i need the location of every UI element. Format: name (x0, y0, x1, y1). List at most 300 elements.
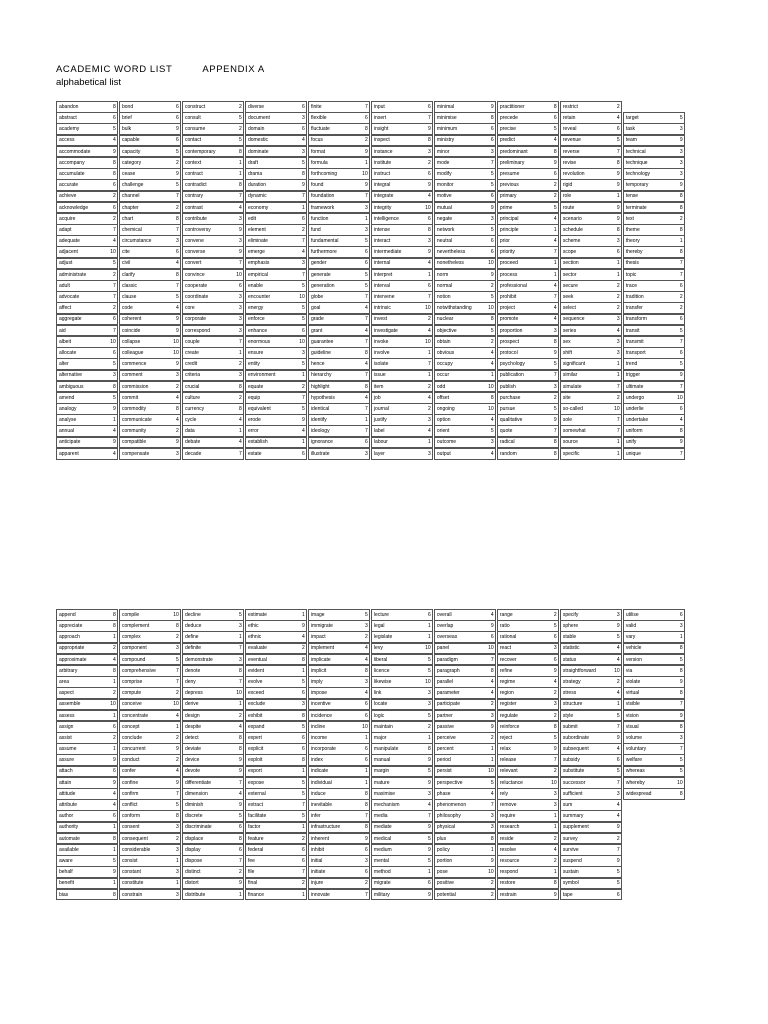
sublist-number: 2 (238, 126, 242, 133)
word-text: overlap (436, 623, 454, 630)
word-text: exploit (247, 757, 263, 764)
word-entry (497, 157, 559, 169)
sublist-number: 3 (427, 690, 431, 697)
word-entry (560, 878, 622, 890)
sublist-number: 8 (238, 835, 242, 842)
sublist-number: 4 (176, 417, 179, 424)
word-text: subsidy (562, 757, 580, 764)
sublist-number: 9 (427, 182, 431, 189)
word-text: predict (499, 137, 515, 144)
word-text: reveal (562, 126, 577, 133)
word-text: predominant (499, 148, 528, 155)
sublist-number: 3 (364, 678, 368, 685)
word-entry (245, 224, 307, 236)
word-entry (623, 235, 685, 247)
sublist-number: 4 (616, 656, 620, 663)
sublist-number: 7 (238, 857, 242, 864)
sublist-number: 4 (427, 327, 431, 334)
word-text: communicate (121, 417, 152, 424)
word-entry (245, 721, 307, 733)
word-entry (497, 866, 559, 878)
word-text: design (184, 712, 200, 719)
word-text: react (499, 645, 512, 652)
sublist-number: 9 (616, 204, 620, 211)
word-text: interval (373, 282, 391, 289)
sublist-number: 1 (364, 768, 368, 775)
word-entry (371, 676, 433, 688)
word-text: function (310, 215, 329, 222)
word-entry (119, 822, 181, 834)
word-entry (308, 687, 370, 699)
sublist-number: 6 (301, 857, 305, 864)
word-entry (371, 358, 433, 370)
word-text: ensure (247, 349, 264, 356)
word-entry (623, 291, 685, 303)
word-text: violate (625, 678, 641, 685)
word-text: sole (562, 417, 573, 424)
word-entry (119, 168, 181, 180)
word-text: mode (436, 159, 450, 166)
word-entry (560, 347, 622, 359)
sublist-number: 5 (679, 361, 683, 368)
word-entry (434, 235, 496, 247)
word-text: submit (562, 723, 578, 730)
word-entry (560, 370, 622, 382)
sublist-number: 6 (427, 170, 431, 177)
word-entry (371, 844, 433, 856)
word-text: refine (499, 667, 513, 674)
sublist-number: 7 (616, 428, 620, 435)
page-header (56, 63, 265, 89)
word-text: scenario (562, 215, 582, 222)
word-text: debate (184, 439, 201, 446)
sublist-number: 8 (301, 656, 305, 663)
sublist-number: 4 (238, 790, 242, 797)
word-entry (497, 347, 559, 359)
word-entry (245, 135, 307, 147)
sublist-number: 1 (490, 372, 494, 379)
word-text: analogy (59, 405, 77, 412)
word-text: comment (121, 372, 143, 379)
word-text: instruct (373, 170, 391, 177)
word-entry (497, 112, 559, 124)
sublist-number: 3 (238, 305, 242, 312)
sublist-number: 2 (490, 338, 494, 345)
word-text: deviate (184, 746, 202, 753)
word-text: estimate (247, 611, 267, 618)
sublist-number: 6 (679, 316, 683, 323)
word-text: resource (499, 857, 520, 864)
word-entry (560, 302, 622, 314)
word-entry (119, 437, 181, 449)
word-entry (623, 609, 685, 621)
word-entry (560, 258, 622, 270)
sublist-number: 2 (427, 159, 431, 166)
word-entry (434, 665, 496, 677)
word-entry (434, 810, 496, 822)
sublist-number: 7 (176, 193, 179, 200)
sublist-number: 6 (553, 170, 557, 177)
word-entry (623, 631, 685, 643)
sublist-number: 7 (427, 813, 431, 820)
sublist-number: 4 (553, 678, 557, 685)
word-text: convene (184, 238, 204, 245)
word-text: brief (121, 115, 132, 122)
word-text: occur (436, 372, 450, 379)
sublist-number: 4 (238, 439, 242, 446)
word-entry (434, 799, 496, 811)
sublist-number: 8 (113, 667, 116, 674)
sublist-number: 8 (364, 349, 368, 356)
word-text: globe (310, 294, 324, 301)
word-entry (56, 392, 118, 404)
word-text: framework (310, 204, 335, 211)
sublist-number: 10 (299, 338, 305, 345)
word-text: arbitrary (59, 667, 78, 674)
sublist-number: 6 (427, 880, 431, 887)
word-entry (245, 213, 307, 225)
word-entry (56, 665, 118, 677)
word-entry (119, 370, 181, 382)
word-entry (497, 665, 559, 677)
word-text: explicit (247, 746, 264, 753)
word-entry (308, 258, 370, 270)
word-entry (497, 810, 559, 822)
word-entry (560, 620, 622, 632)
word-text: hence (310, 361, 325, 368)
word-text: conclude (121, 734, 142, 741)
word-entry (56, 302, 118, 314)
word-entry (119, 213, 181, 225)
word-text: inherent (310, 835, 330, 842)
word-text: consent (121, 824, 140, 831)
sublist-number: 8 (553, 439, 557, 446)
word-entry (56, 699, 118, 711)
word-entry (560, 721, 622, 733)
sublist-number: 9 (427, 757, 431, 764)
word-entry (560, 291, 622, 303)
word-entry (560, 687, 622, 699)
word-text: compensate (121, 450, 150, 457)
word-entry (623, 336, 685, 348)
sublist-number: 4 (490, 450, 494, 457)
word-text: ignorance (310, 439, 333, 446)
word-entry (623, 269, 685, 281)
sublist-number: 7 (364, 193, 368, 200)
sublist-number: 2 (176, 690, 179, 697)
sublist-number: 3 (490, 824, 494, 831)
word-text: guideline (310, 349, 331, 356)
word-text: principal (499, 215, 519, 222)
sublist-number: 7 (113, 282, 116, 289)
sublist-number: 1 (364, 417, 368, 424)
word-text: acknowledge (59, 204, 89, 211)
word-entry (497, 168, 559, 180)
word-entry (560, 202, 622, 214)
word-entry (119, 609, 181, 621)
word-entry (56, 101, 118, 113)
word-text: differentiate (184, 779, 212, 786)
word-entry (182, 665, 244, 677)
word-entry (245, 302, 307, 314)
word-text: chart (121, 215, 134, 222)
word-entry (308, 101, 370, 113)
word-text: fundamental (310, 238, 339, 245)
word-entry (182, 370, 244, 382)
sublist-number: 5 (427, 835, 431, 842)
word-entry (371, 855, 433, 867)
word-entry (560, 889, 622, 901)
sublist-number: 7 (364, 372, 368, 379)
word-entry (434, 336, 496, 348)
sublist-number: 1 (364, 779, 368, 786)
word-text: occupy (436, 361, 453, 368)
sublist-number: 1 (113, 417, 116, 424)
word-text: compatible (121, 439, 147, 446)
word-text: discrete (184, 813, 203, 820)
word-text: voluntary (625, 746, 647, 753)
word-text: logic (373, 712, 385, 719)
word-entry (371, 866, 433, 878)
sublist-number: 3 (301, 115, 305, 122)
word-text: construct (184, 103, 206, 110)
sublist-number: 1 (427, 869, 431, 876)
sublist-number: 7 (301, 394, 305, 401)
word-text: establish (247, 439, 268, 446)
sublist-number: 5 (238, 137, 242, 144)
word-entry (371, 392, 433, 404)
word-text: issue (373, 372, 386, 379)
word-text: capacity (121, 148, 141, 155)
word-text: fund (310, 226, 321, 233)
word-text: motive (436, 193, 452, 200)
word-entry (56, 202, 118, 214)
word-entry (182, 235, 244, 247)
word-text: demonstrate (184, 656, 213, 663)
sublist-number: 1 (553, 271, 557, 278)
sublist-number: 6 (490, 193, 494, 200)
word-entry (119, 889, 181, 901)
sublist-number: 4 (490, 790, 494, 797)
word-text: team (625, 137, 637, 144)
word-entry (245, 101, 307, 113)
sublist-number: 2 (553, 690, 557, 697)
word-text: supplement (562, 824, 589, 831)
sublist-number: 3 (679, 623, 683, 630)
word-entry (119, 699, 181, 711)
word-text: edit (247, 215, 257, 222)
sublist-number: 4 (113, 656, 116, 663)
word-text: instance (373, 148, 393, 155)
word-text: interpret (373, 271, 393, 278)
document-title: ACADEMIC WORD LIST (56, 64, 173, 75)
sublist-number: 7 (553, 249, 557, 256)
word-text: enormous (247, 338, 271, 345)
word-text: liberal (373, 656, 388, 663)
word-text: assemble (59, 701, 81, 708)
word-entry (434, 437, 496, 449)
word-entry (434, 168, 496, 180)
word-text: domestic (247, 137, 268, 144)
word-entry (497, 258, 559, 270)
word-entry (182, 710, 244, 722)
sublist-number: 8 (238, 405, 242, 412)
word-entry (182, 866, 244, 878)
sublist-number: 9 (113, 405, 116, 412)
word-text: volume (625, 734, 642, 741)
sublist-number: 3 (238, 294, 242, 301)
word-text: complement (121, 623, 150, 630)
word-text: assume (59, 746, 77, 753)
word-entry (182, 314, 244, 326)
sublist-number: 2 (427, 405, 431, 412)
word-entry (371, 403, 433, 415)
word-entry (623, 381, 685, 393)
word-entry (56, 347, 118, 359)
word-entry (371, 213, 433, 225)
sublist-number: 8 (301, 757, 305, 764)
word-text: quote (499, 428, 513, 435)
word-entry (497, 687, 559, 699)
sublist-number: 1 (427, 271, 431, 278)
sublist-number: 4 (238, 204, 242, 211)
word-entry (371, 269, 433, 281)
word-text: area (59, 678, 70, 685)
word-entry (119, 101, 181, 113)
sublist-number: 3 (238, 656, 242, 663)
word-entry (497, 336, 559, 348)
sublist-number: 8 (679, 204, 683, 211)
word-text: policy (436, 846, 450, 853)
word-text: scheme (562, 238, 581, 245)
word-text: job (373, 394, 381, 401)
word-text: duration (247, 182, 267, 189)
word-entry (182, 687, 244, 699)
word-text: found (310, 182, 324, 189)
sublist-number: 1 (553, 813, 557, 820)
word-text: commit (121, 394, 139, 401)
word-entry (56, 754, 118, 766)
word-entry (245, 269, 307, 281)
sublist-number: 3 (176, 645, 179, 652)
word-text: transfer (625, 305, 643, 312)
word-text: statistic (562, 645, 580, 652)
sublist-number: 10 (614, 405, 620, 412)
word-entry (182, 822, 244, 834)
sublist-number: 6 (490, 126, 494, 133)
word-entry (56, 788, 118, 800)
sublist-number: 9 (176, 746, 179, 753)
word-entry (497, 146, 559, 158)
sublist-number: 7 (553, 372, 557, 379)
sublist-number: 5 (364, 282, 368, 289)
word-text: adjacent (59, 249, 78, 256)
word-entry (56, 135, 118, 147)
word-text: environment (247, 372, 276, 379)
word-entry (560, 325, 622, 337)
word-text: passive (436, 723, 454, 730)
word-text: cycle (184, 417, 197, 424)
word-text: principle (499, 226, 519, 233)
word-entry (560, 810, 622, 822)
sublist-number: 7 (490, 802, 494, 809)
sublist-number: 5 (427, 768, 431, 775)
word-text: undertake (625, 417, 649, 424)
word-entry (497, 710, 559, 722)
word-entry (182, 358, 244, 370)
sublist-number: 7 (679, 271, 683, 278)
sublist-number: 2 (238, 361, 242, 368)
word-entry (119, 414, 181, 426)
word-entry (434, 224, 496, 236)
word-text: appropriate (59, 645, 85, 652)
word-text: adequate (59, 238, 80, 245)
sublist-number: 5 (553, 734, 557, 741)
word-text: implement (310, 645, 335, 652)
word-entry (245, 699, 307, 711)
word-text: prohibit (499, 294, 517, 301)
word-entry (497, 699, 559, 711)
word-column (434, 101, 496, 459)
sublist-number: 3 (176, 450, 179, 457)
sublist-number: 6 (427, 215, 431, 222)
sublist-number: 2 (364, 137, 368, 144)
sublist-number: 8 (679, 249, 683, 256)
word-text: focus (310, 137, 323, 144)
word-entry (560, 314, 622, 326)
word-entry (56, 224, 118, 236)
word-entry (623, 448, 685, 460)
word-entry (371, 799, 433, 811)
sublist-number: 4 (427, 260, 431, 267)
word-entry (245, 822, 307, 834)
sublist-number: 7 (113, 294, 116, 301)
sublist-number: 8 (238, 383, 242, 390)
sublist-number: 8 (238, 148, 242, 155)
word-entry (497, 202, 559, 214)
word-text: approach (59, 634, 80, 641)
word-entry (434, 370, 496, 382)
word-text: minimal (436, 103, 455, 110)
word-entry (182, 732, 244, 744)
word-entry (497, 325, 559, 337)
word-entry (371, 347, 433, 359)
sublist-number: 7 (616, 723, 620, 730)
sublist-number: 9 (616, 857, 620, 864)
word-text: code (121, 305, 133, 312)
sublist-number: 6 (616, 891, 620, 898)
word-entry (623, 146, 685, 158)
word-text: compute (121, 690, 142, 697)
word-text: colleague (121, 349, 144, 356)
sublist-number: 8 (679, 790, 683, 797)
sublist-number: 7 (301, 802, 305, 809)
sublist-number: 3 (176, 891, 179, 898)
word-entry (623, 246, 685, 258)
word-entry (308, 855, 370, 867)
word-text: estate (247, 450, 262, 457)
sublist-number: 2 (553, 611, 557, 618)
word-text: mental (373, 857, 389, 864)
word-entry (245, 347, 307, 359)
word-text: specific (562, 450, 580, 457)
word-text: neutral (436, 238, 453, 245)
sublist-number: 9 (553, 349, 557, 356)
sublist-number: 3 (238, 238, 242, 245)
sublist-number: 4 (301, 428, 305, 435)
word-entry (308, 732, 370, 744)
word-text: shift (562, 349, 573, 356)
